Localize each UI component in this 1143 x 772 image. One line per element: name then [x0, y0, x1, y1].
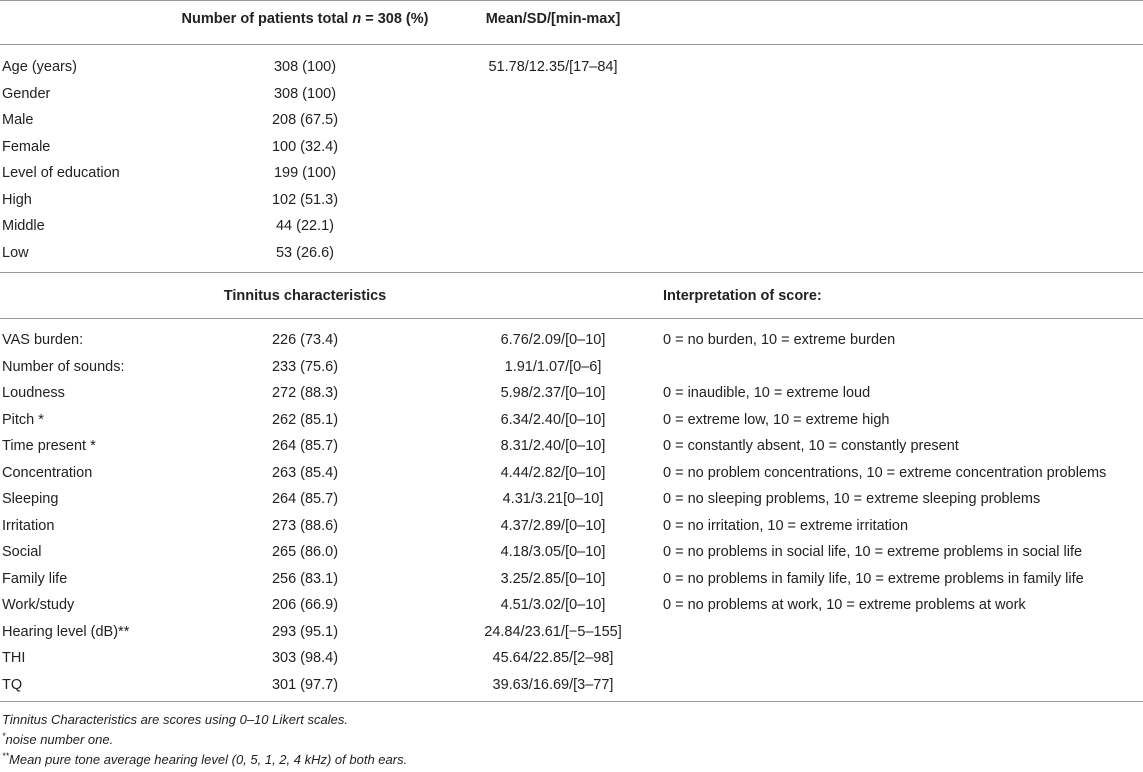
row-label: TQ	[2, 676, 23, 693]
row-interpretation: 0 = no burden, 10 = extreme burden	[663, 332, 896, 348]
footnote-hearing: **Mean pure tone average hearing level (0, 5, 1, 2, 4 kHz) of both ears.	[2, 751, 408, 767]
row-interpretation: 0 = inaudible, 10 = extreme loud	[663, 385, 871, 401]
header-interpretation: Interpretation of score:	[663, 288, 822, 304]
row-label: Gender	[2, 85, 51, 102]
table-top-rule	[0, 0, 1143, 1]
row-interpretation: 0 = no problems in family life, 10 = extreme problems in family life	[663, 570, 1084, 587]
row-label: Female	[2, 138, 51, 155]
row-label: Pitch *	[2, 411, 44, 428]
row-label: Age (years)	[2, 59, 77, 75]
footnote-noise: *noise number one.	[2, 731, 114, 747]
row-label: Level of education	[2, 165, 120, 181]
row-interpretation: 0 = constantly absent, 10 = constantly present	[663, 438, 959, 454]
row-label: High	[2, 191, 32, 208]
row-label: Work/study	[2, 597, 75, 613]
footnote-likert: Tinnitus Characteristics are scores using 0–10 Likert scales.	[2, 712, 348, 727]
row-interpretation: 0 = no sleeping problems, 10 = extreme sleeping problems	[663, 491, 1041, 507]
table-bottom-rule	[0, 701, 1143, 702]
row-label: Family life	[2, 570, 68, 587]
section-divider-rule	[0, 272, 1143, 273]
row-label: Hearing level (dB)**	[2, 623, 130, 640]
row-interpretation: 0 = no problem concentrations, 10 = extreme concentration problems	[663, 464, 1107, 481]
row-interpretation: 0 = no problems in social life, 10 = extreme problems in social life	[663, 544, 1083, 560]
row-label: Concentration	[2, 464, 93, 481]
row-label: Loudness	[2, 385, 65, 401]
row-label: Social	[2, 544, 42, 560]
row-label: Time present *	[2, 438, 96, 454]
row-label: Middle	[2, 218, 45, 234]
row-label: Male	[2, 112, 34, 128]
row-interpretation: 0 = no problems at work, 10 = extreme problems at work	[663, 597, 1026, 613]
row-label: VAS burden:	[2, 332, 84, 348]
row-label: Number of sounds:	[2, 358, 125, 375]
row-label: Low	[2, 244, 29, 261]
header2-bottom-rule	[0, 318, 1143, 319]
row-label: THI	[2, 650, 26, 666]
row-label: Sleeping	[2, 491, 59, 507]
row-label: Irritation	[2, 517, 55, 534]
row-interpretation: 0 = no irritation, 10 = extreme irritation	[663, 517, 909, 534]
row-interpretation: 0 = extreme low, 10 = extreme high	[663, 411, 890, 428]
header1-bottom-rule	[0, 44, 1143, 45]
